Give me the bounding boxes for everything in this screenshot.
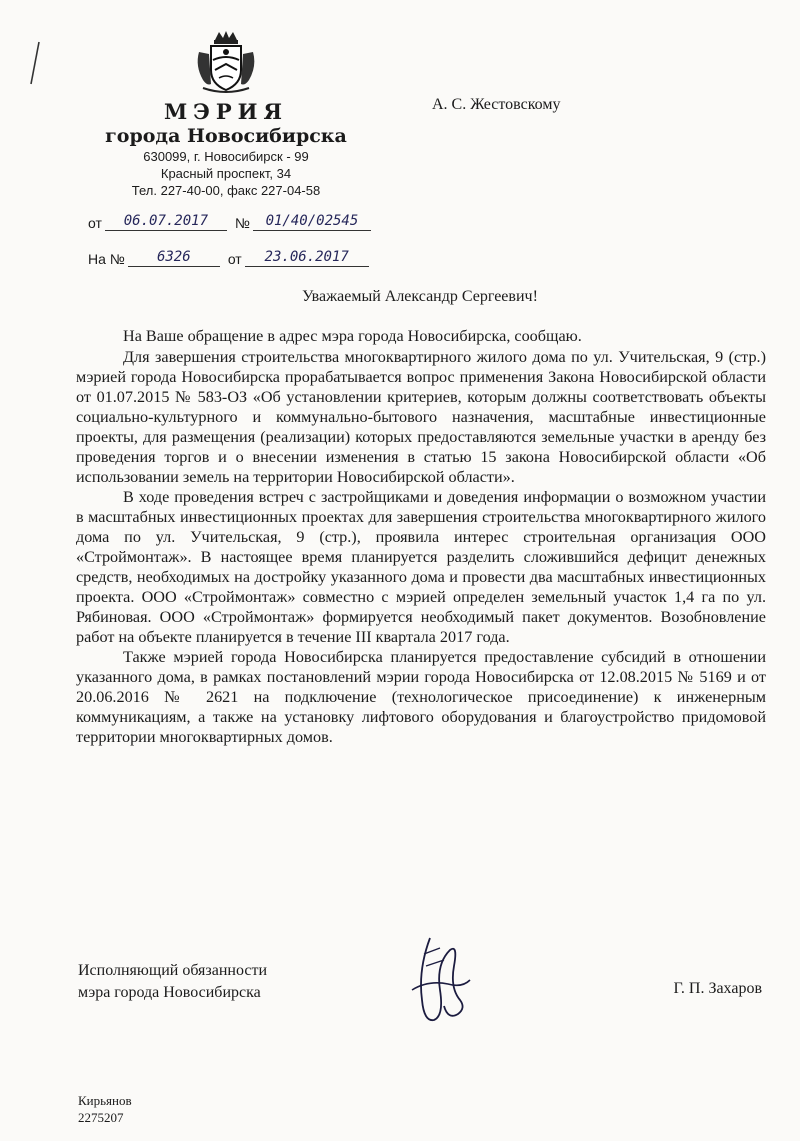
salutation: Уважаемый Александр Сергеевич! bbox=[302, 288, 538, 305]
executor-info bbox=[78, 1092, 132, 1126]
org-title: МЭРИЯ bbox=[163, 99, 289, 124]
paragraph-3: В ходе проведения встреч с застройщиками и доведения информации о возможном участии в масштабных инвестиционных проектах для завершения строительства многоквартирного жилого дома по ул. Учительская, 9 (стр.), проявила интерес строительная организация ООО «Строймонтаж». В настоящее время планируется разделить сложившийся дефицит денежных средств, необходимых на достройку указанного дома и провести два масштабных инвестиционных проекта. ООО «Строймонтаж» совместно с мэрией определен земельный участок 1,4 га по ул. Рябиновая. ООО «Строймонтаж» формируется необходимый пакет документов. Возобновление работ на объекте планируется в течение III квартала 2017 года. bbox=[76, 488, 766, 646]
addressee: А. С. Жестовскому bbox=[432, 96, 561, 113]
letterhead bbox=[76, 30, 376, 199]
paragraph-4: Также мэрией города Новосибирска планируется предоставление субсидий в отношении указанного дома, в рамках постановлений мэрии города Новосибирска от 12.08.2015 № 5169 и от 20.06.2016 № 2621 на подключение (технологическое присоединение) к инженерным коммуникациям, а также на установку лифтового оборудования и благоустройство придомовой территории многоквартирных домов. bbox=[76, 648, 766, 746]
signatory-name: Г. П. Захаров bbox=[673, 980, 762, 997]
outgoing-date: 06.07.2017 bbox=[105, 212, 227, 231]
coat-of-arms-icon bbox=[193, 30, 259, 94]
signatory-title-line1: Исполняющий обязанности bbox=[78, 962, 268, 979]
letter-body bbox=[76, 326, 766, 747]
org-city: города Новосибирска bbox=[105, 125, 347, 147]
outgoing-registration bbox=[88, 212, 371, 231]
signatory-title-line2: мэра города Новосибирска bbox=[78, 984, 261, 1001]
executor-phone: 2275207 bbox=[78, 1110, 124, 1125]
reply-registration bbox=[88, 248, 369, 267]
org-address-line1: 630099, г. Новосибирск - 99 bbox=[143, 149, 309, 164]
signatory-title bbox=[78, 960, 267, 1004]
executor-name: Кирьянов bbox=[78, 1093, 132, 1108]
paragraph-2: Для завершения строительства многоквартирного жилого дома по ул. Учительская, 9 (стр.) мэрией города Новосибирска прорабатывается вопрос применения Закона Новосибирской области от 01.07.2015 № 583-ОЗ «Об установлении критериев, которым должны соответствовать объекты социально-культурного и коммунально-бытового назначения, масштабные инвестиционные проекты, для размещения (реализации) которых предоставляются земельные участки в аренду без проведения торгов и о внесении изменения в статью 15 закона Новосибирской области «Об использовании земель на территории Новосибирской области». bbox=[76, 348, 766, 486]
org-phone-line: Тел. 227-40-00, факс 227-04-58 bbox=[131, 183, 321, 198]
reply-date: 23.06.2017 bbox=[245, 248, 369, 267]
from-label: от bbox=[88, 215, 102, 231]
pen-mark-icon bbox=[28, 40, 42, 86]
reply-from-label: от bbox=[227, 251, 242, 267]
number-label: № bbox=[234, 215, 250, 231]
reply-number: 6326 bbox=[128, 248, 220, 267]
handwritten-signature-icon bbox=[400, 930, 480, 1030]
reply-number-label: На № bbox=[88, 251, 125, 267]
outgoing-number: 01/40/02545 bbox=[253, 212, 371, 231]
org-address-line2: Красный проспект, 34 bbox=[160, 166, 292, 181]
paragraph-1: На Ваше обращение в адрес мэра города Новосибирска, сообщаю. bbox=[123, 327, 582, 345]
